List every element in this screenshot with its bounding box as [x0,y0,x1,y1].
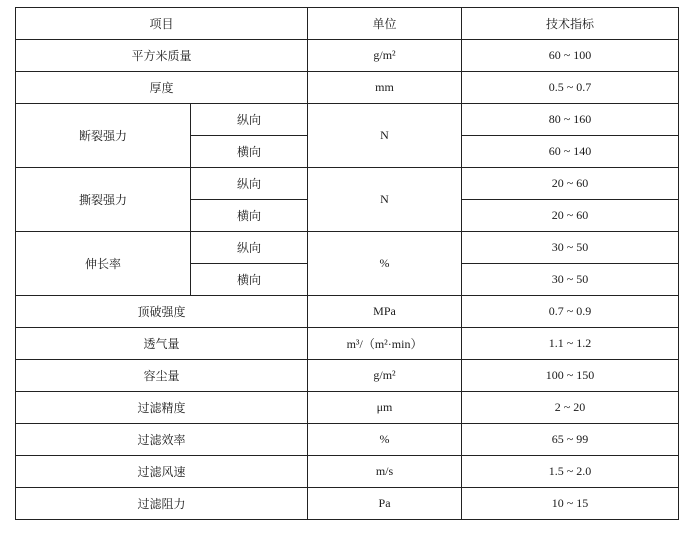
table-row [16,104,679,136]
row-value: 0.7 ~ 0.9 [462,296,679,328]
row-value: 20 ~ 60 [462,200,679,232]
table-row [16,232,679,264]
row-unit: MPa [308,296,462,328]
row-item: 容尘量 [16,360,308,392]
row-item: 断裂强力 [16,104,191,168]
row-direction: 纵向 [191,168,308,200]
row-unit: g/m² [308,40,462,72]
table-row [16,456,679,488]
table-row [16,488,679,520]
row-value: 1.1 ~ 1.2 [462,328,679,360]
table-row [16,40,679,72]
table-row [16,360,679,392]
table-row [16,296,679,328]
row-value: 1.5 ~ 2.0 [462,456,679,488]
table-row [16,392,679,424]
row-direction: 横向 [191,200,308,232]
row-value: 80 ~ 160 [462,104,679,136]
row-value: 0.5 ~ 0.7 [462,72,679,104]
row-unit: N [308,168,462,232]
row-unit: g/m² [308,360,462,392]
row-item: 顶破强度 [16,296,308,328]
row-value: 65 ~ 99 [462,424,679,456]
table-row [16,328,679,360]
row-item: 透气量 [16,328,308,360]
table-header-row [16,8,679,40]
table-row [16,72,679,104]
row-item: 过滤精度 [16,392,308,424]
row-item: 撕裂强力 [16,168,191,232]
row-value: 100 ~ 150 [462,360,679,392]
row-unit: % [308,424,462,456]
row-item: 伸长率 [16,232,191,296]
row-item: 平方米质量 [16,40,308,72]
row-value: 30 ~ 50 [462,264,679,296]
row-value: 60 ~ 100 [462,40,679,72]
row-item: 厚度 [16,72,308,104]
row-unit: N [308,104,462,168]
row-direction: 横向 [191,136,308,168]
row-item: 过滤阻力 [16,488,308,520]
row-unit: μm [308,392,462,424]
spec-table [15,7,679,520]
row-unit: mm [308,72,462,104]
row-direction: 纵向 [191,104,308,136]
header-value: 技术指标 [462,8,679,40]
header-item: 项目 [16,8,308,40]
table-row [16,424,679,456]
row-value: 2 ~ 20 [462,392,679,424]
row-value: 20 ~ 60 [462,168,679,200]
row-item: 过滤风速 [16,456,308,488]
row-value: 30 ~ 50 [462,232,679,264]
row-unit: % [308,232,462,296]
row-unit: Pa [308,488,462,520]
table-row [16,168,679,200]
row-unit: m/s [308,456,462,488]
row-item: 过滤效率 [16,424,308,456]
row-value: 10 ~ 15 [462,488,679,520]
header-unit: 单位 [308,8,462,40]
row-direction: 纵向 [191,232,308,264]
row-unit: m³/（m²·min） [308,328,462,360]
row-value: 60 ~ 140 [462,136,679,168]
row-direction: 横向 [191,264,308,296]
